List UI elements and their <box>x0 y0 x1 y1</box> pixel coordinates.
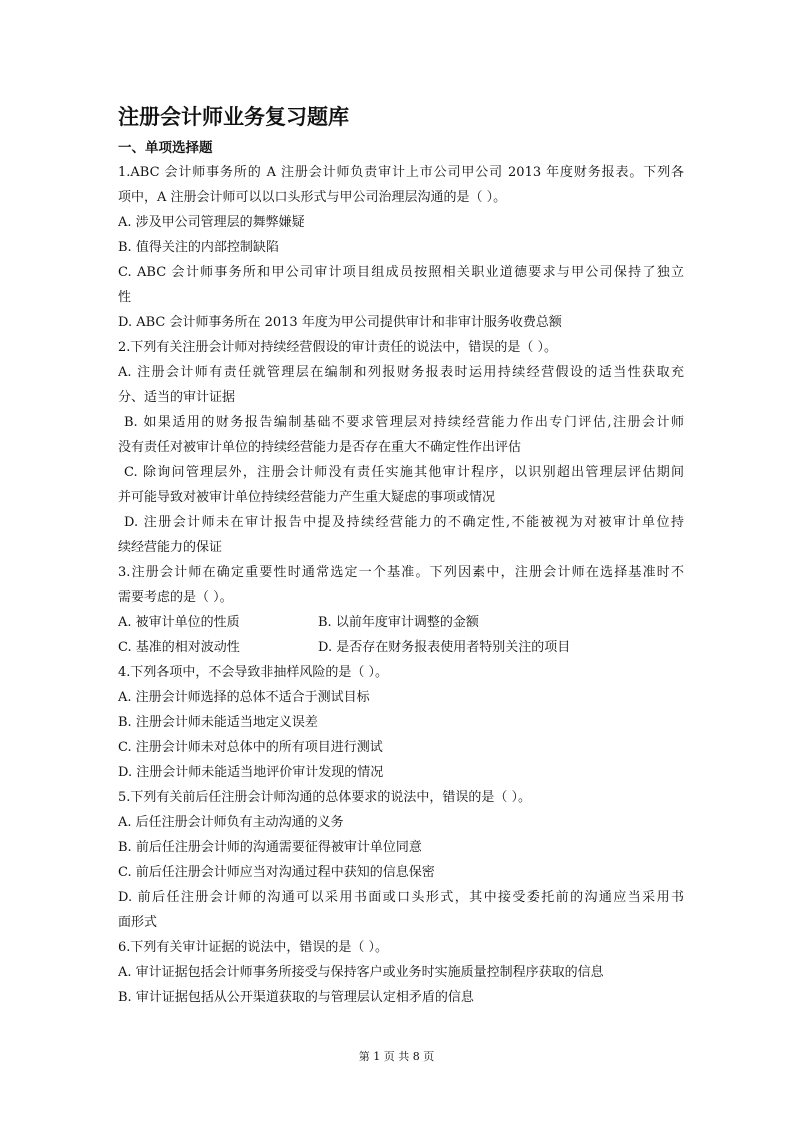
question-list <box>118 160 684 1010</box>
text-line: A. 审计证据包括会计师事务所接受与保持客户或业务时实施质量控制程序获取的信息 <box>118 965 604 980</box>
text-line: C. ABC 会计师事务所和甲公司审计项目组成员按照相关职业道德要求与甲公司保持了独立 <box>118 265 684 280</box>
document-page <box>118 100 684 1010</box>
text-line: 需要考虑的是（ ）。 <box>118 590 233 605</box>
section-heading: 一、单项选择题 <box>118 140 213 156</box>
text-line: A. 注册会计师有责任就管理层在编制和列报财务报表时运用持续经营假设的适当性获取充 <box>118 365 684 380</box>
text-line <box>118 610 684 635</box>
text-line: D. 注册会计师未在审计报告中提及持续经营能力的不确定性,不能被视为对被审计单位持 <box>124 515 684 530</box>
text-line: C. 除询问管理层外，注册会计师没有责任实施其他审计程序，以识别超出管理层评估期间 <box>124 465 684 480</box>
text-line: 2.下列有关注册会计师对持续经营假设的审计责任的说法中，错误的是（ ）。 <box>118 340 558 355</box>
text-line: D. ABC 会计师事务所在 2013 年度为甲公司提供审计和非审计服务收费总额 <box>118 315 562 330</box>
text-line: B. 审计证据包括从公开渠道获取的与管理层认定相矛盾的信息 <box>118 990 474 1005</box>
option-text: B. 以前年度审计调整的金额 <box>318 615 479 630</box>
text-line: A. 涉及甲公司管理层的舞弊嫌疑 <box>118 215 305 230</box>
text-line: C. 注册会计师未对总体中的所有项目进行测试 <box>118 740 383 755</box>
option-text: D. 是否存在财务报表使用者特别关注的项目 <box>318 640 571 655</box>
text-line: B. 注册会计师未能适当地定义误差 <box>118 715 318 730</box>
text-line: 1.ABC 会计师事务所的 A 注册会计师负责审计上市公司甲公司 2013 年度财务报表。下列各 <box>118 165 684 180</box>
text-line: D. 前后任注册会计师的沟通可以采用书面或口头形式，其中接受委托前的沟通应当采用书 <box>118 890 684 905</box>
text-line: 3.注册会计师在确定重要性时通常选定一个基准。下列因素中，注册会计师在选择基准时不 <box>118 565 684 580</box>
text-line: 项中，A 注册会计师可以以口头形式与甲公司治理层沟通的是（ ）。 <box>118 190 507 205</box>
page-footer: 第 1 页 共 8 页 <box>358 1050 435 1063</box>
option-text: C. 基准的相对波动性 <box>118 640 240 655</box>
text-line: C. 前后任注册会计师应当对沟通过程中获知的信息保密 <box>118 865 435 880</box>
text-line: 面形式 <box>118 915 158 930</box>
text-line: 分、适当的审计证据 <box>118 390 236 405</box>
text-line: 性 <box>118 290 132 305</box>
text-line: B. 如果适用的财务报告编制基础不要求管理层对持续经营能力作出专门评估,注册会计师 <box>124 415 684 430</box>
text-line <box>118 635 684 660</box>
text-line: 6.下列有关审计证据的说法中，错误的是（ ）。 <box>118 940 389 955</box>
text-line: 5.下列有关前后任注册会计师沟通的总体要求的说法中，错误的是（ ）。 <box>118 790 532 805</box>
text-line: 并可能导致对被审计单位持续经营能力产生重大疑虑的事项或情况 <box>118 490 496 505</box>
text-line: B. 值得关注的内部控制缺陷 <box>118 240 279 255</box>
text-line: A. 后任注册会计师负有主动沟通的义务 <box>118 815 344 830</box>
text-line: 4.下列各项中，不会导致非抽样风险的是（ ）。 <box>118 665 389 680</box>
text-line: B. 前后任注册会计师的沟通需要征得被审计单位同意 <box>118 840 422 855</box>
text-line: 续经营能力的保证 <box>118 540 223 555</box>
document-title: 注册会计师业务复习题库 <box>118 105 349 129</box>
text-line: 没有责任对被审计单位的持续经营能力是否存在重大不确定性作出评估 <box>118 440 522 455</box>
text-line: D. 注册会计师未能适当地评价审计发现的情况 <box>118 765 384 780</box>
option-text: A. 被审计单位的性质 <box>118 615 240 630</box>
text-line: A. 注册会计师选择的总体不适合于测试目标 <box>118 690 370 705</box>
